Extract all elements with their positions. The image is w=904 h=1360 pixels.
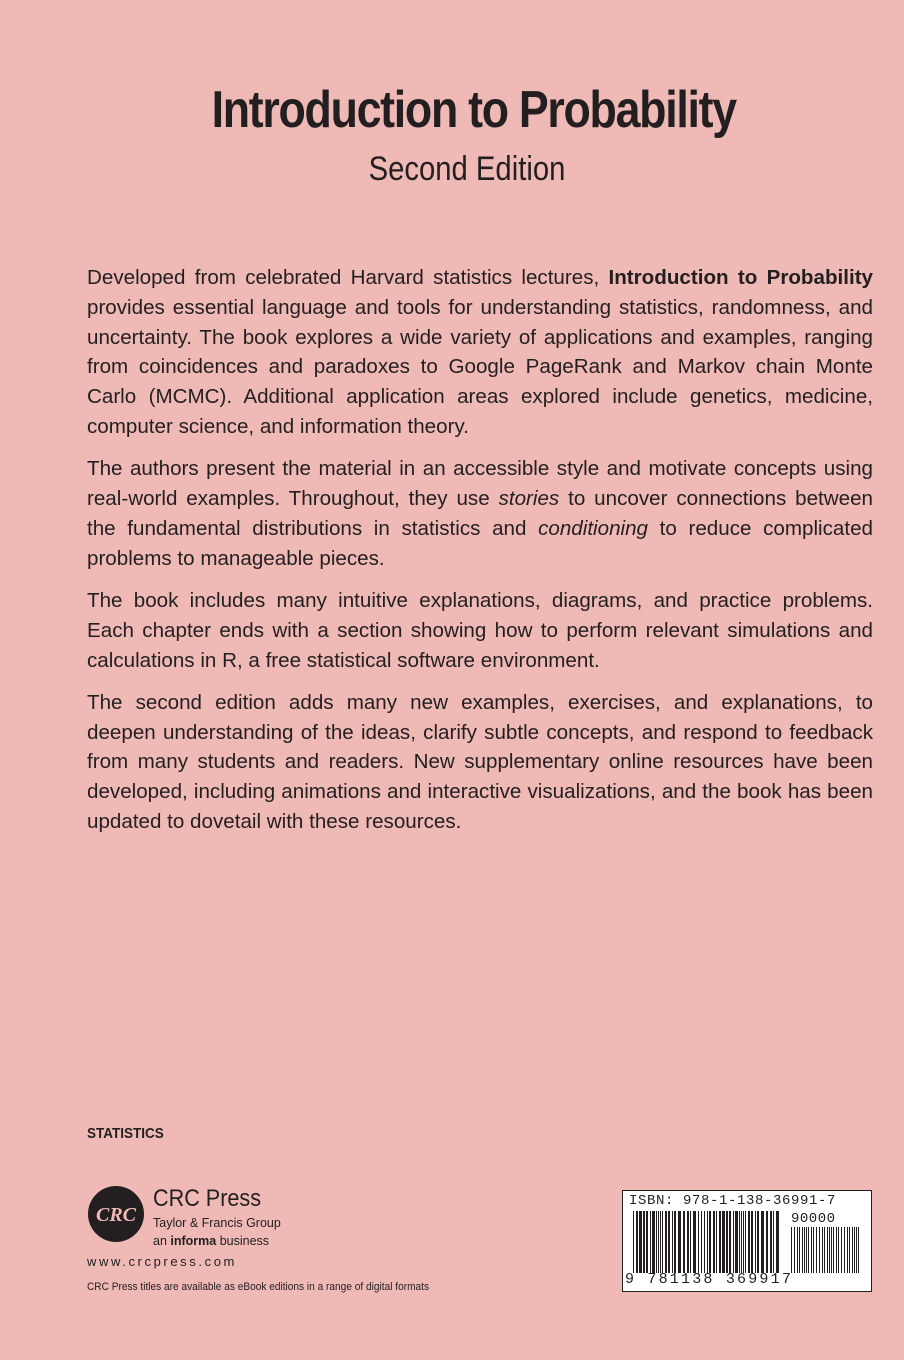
price-code: 90000 [791,1211,836,1227]
barcode-bar [719,1211,721,1273]
barcode-main-icon [633,1211,783,1273]
crc-logo-text: CRC [95,1204,137,1226]
publisher-url: www.crcpress.com [87,1254,237,1269]
barcode-bar [633,1211,634,1273]
barcode-bar [802,1227,803,1273]
barcode-bar [838,1227,839,1273]
barcode-bar [858,1227,859,1273]
barcode-bar [844,1227,845,1273]
barcode-bar [741,1211,742,1273]
barcode-bar [729,1211,731,1273]
publisher-block [87,1185,387,1269]
barcode-bar [636,1211,638,1273]
barcode-bar [643,1211,645,1273]
barcode-bar [770,1211,772,1273]
barcode-bar [678,1211,681,1273]
barcode-bar [776,1211,779,1273]
barcode-bar [824,1227,825,1273]
publisher-name: CRC Press [153,1185,262,1212]
barcode-bar [668,1211,670,1273]
barcode-bar [701,1211,702,1273]
barcode-bar [693,1211,696,1273]
barcode-bar [827,1227,828,1273]
barcode-addon-icon [791,1227,863,1273]
barcode-bar [745,1211,746,1273]
barcode-bar [813,1227,814,1273]
barcode-bar [773,1211,774,1273]
barcode-bar [662,1211,663,1273]
barcode-bar [660,1211,661,1273]
book-edition: Second Edition [368,150,566,188]
barcode-bar [808,1227,809,1273]
barcode-bar [841,1227,842,1273]
blurb-paragraph-1: Developed from celebrated Harvard statistics lectures, Introduction to Probability provides essential language and tools for understanding statistics, randomness, and uncertainty. The book explores a wide variety of applications and examples, ranging from coincidences and paradoxes to Google PageRank and Markov chain Monte Carlo (MCMC). Additional application areas explored include genetics, medicine, computer science, and information theory. [87,266,874,438]
blurb-paragraph-4: The second edition adds many new examples, exercises, and explanations, to deepen understanding of the ideas, clarify subtle concepts, and respond to feedback from many students and readers. New supplementary online resources have been developed, including animations and interactive visualizations, and the book has been updated to dovetail with these resources. [87,690,873,834]
barcode-bar [847,1227,848,1273]
barcode-bar [722,1211,725,1273]
barcode-bar [690,1211,691,1273]
barcode-bar [833,1227,834,1273]
barcode-bar [672,1211,673,1273]
barcode-bar [687,1211,689,1273]
book-title: Introduction to Probability [211,81,736,139]
barcode-bar [733,1211,734,1273]
blurb-paragraph-2: The authors present the material in an accessible style and motivate concepts using real-world examples. Throughout, they use stories to uncover connections between the fundamental distributions in statistics and conditioning to reduce complicated problems to manageable pieces. [87,457,874,570]
barcode-bar [698,1211,699,1273]
publisher-informa: an informa business [153,1234,270,1248]
barcode-bar [683,1211,685,1273]
barcode-bar [794,1227,795,1273]
ebook-note: CRC Press titles are available as eBook editions in a range of digital formats [87,1281,430,1293]
barcode-bar [650,1211,651,1273]
barcode-bar [743,1211,744,1273]
crc-logo-icon [87,1185,145,1243]
book-title-inline: Introduction to Probability [608,266,874,289]
emphasis-conditioning: conditioning [538,516,649,540]
barcode-bar [748,1211,750,1273]
barcode-bar [757,1211,759,1273]
barcode-bar [766,1211,768,1273]
isbn-label: ISBN: 978-1-138-36991-7 [629,1193,837,1209]
barcode-digits: 9 781138 369917 [625,1271,794,1288]
blurb-paragraph-3: The book includes many intuitive explanations, diagrams, and practice problems. Each chapter ends with a section showing how to perform relevant simulations and calculations in R, a free statistical software environment. [87,588,873,672]
barcode-bar [665,1211,667,1273]
barcode-bar [849,1227,850,1273]
barcode-bar [652,1211,655,1273]
barcode-bar [658,1211,659,1273]
barcode-bar [831,1227,832,1273]
barcode-bar [836,1227,837,1273]
blurb [87,263,873,849]
barcode-bar [852,1227,853,1273]
publisher-group: Taylor & Francis Group [153,1216,281,1230]
barcode-bar [856,1227,857,1273]
barcode-bar [829,1227,830,1273]
barcode-bar [656,1211,657,1273]
barcode-bar [761,1211,764,1273]
barcode-bar [819,1227,820,1273]
barcode-bar [797,1227,798,1273]
barcode-bar [704,1211,705,1273]
barcode-bar [791,1227,792,1273]
barcode-bar [726,1211,728,1273]
barcode-bar [716,1211,717,1273]
barcode-bar [735,1211,738,1273]
barcode-bar [811,1227,812,1273]
barcode-bar [707,1211,708,1273]
barcode-bar [739,1211,740,1273]
barcode-bar [639,1211,642,1273]
category-label: STATISTICS [87,1125,164,1142]
barcode-bar [709,1211,711,1273]
barcode-bar [751,1211,753,1273]
barcode-bar [713,1211,715,1273]
barcode-bar [646,1211,648,1273]
barcode-bar [806,1227,807,1273]
barcode-bar [674,1211,676,1273]
barcode-bar [804,1227,805,1273]
barcode-bar [816,1227,817,1273]
emphasis-stories: stories [498,487,560,511]
barcode-bar [755,1211,756,1273]
barcode-bar [822,1227,823,1273]
barcode-bar [799,1227,800,1273]
barcode-bar [854,1227,855,1273]
isbn-barcode [622,1190,872,1292]
